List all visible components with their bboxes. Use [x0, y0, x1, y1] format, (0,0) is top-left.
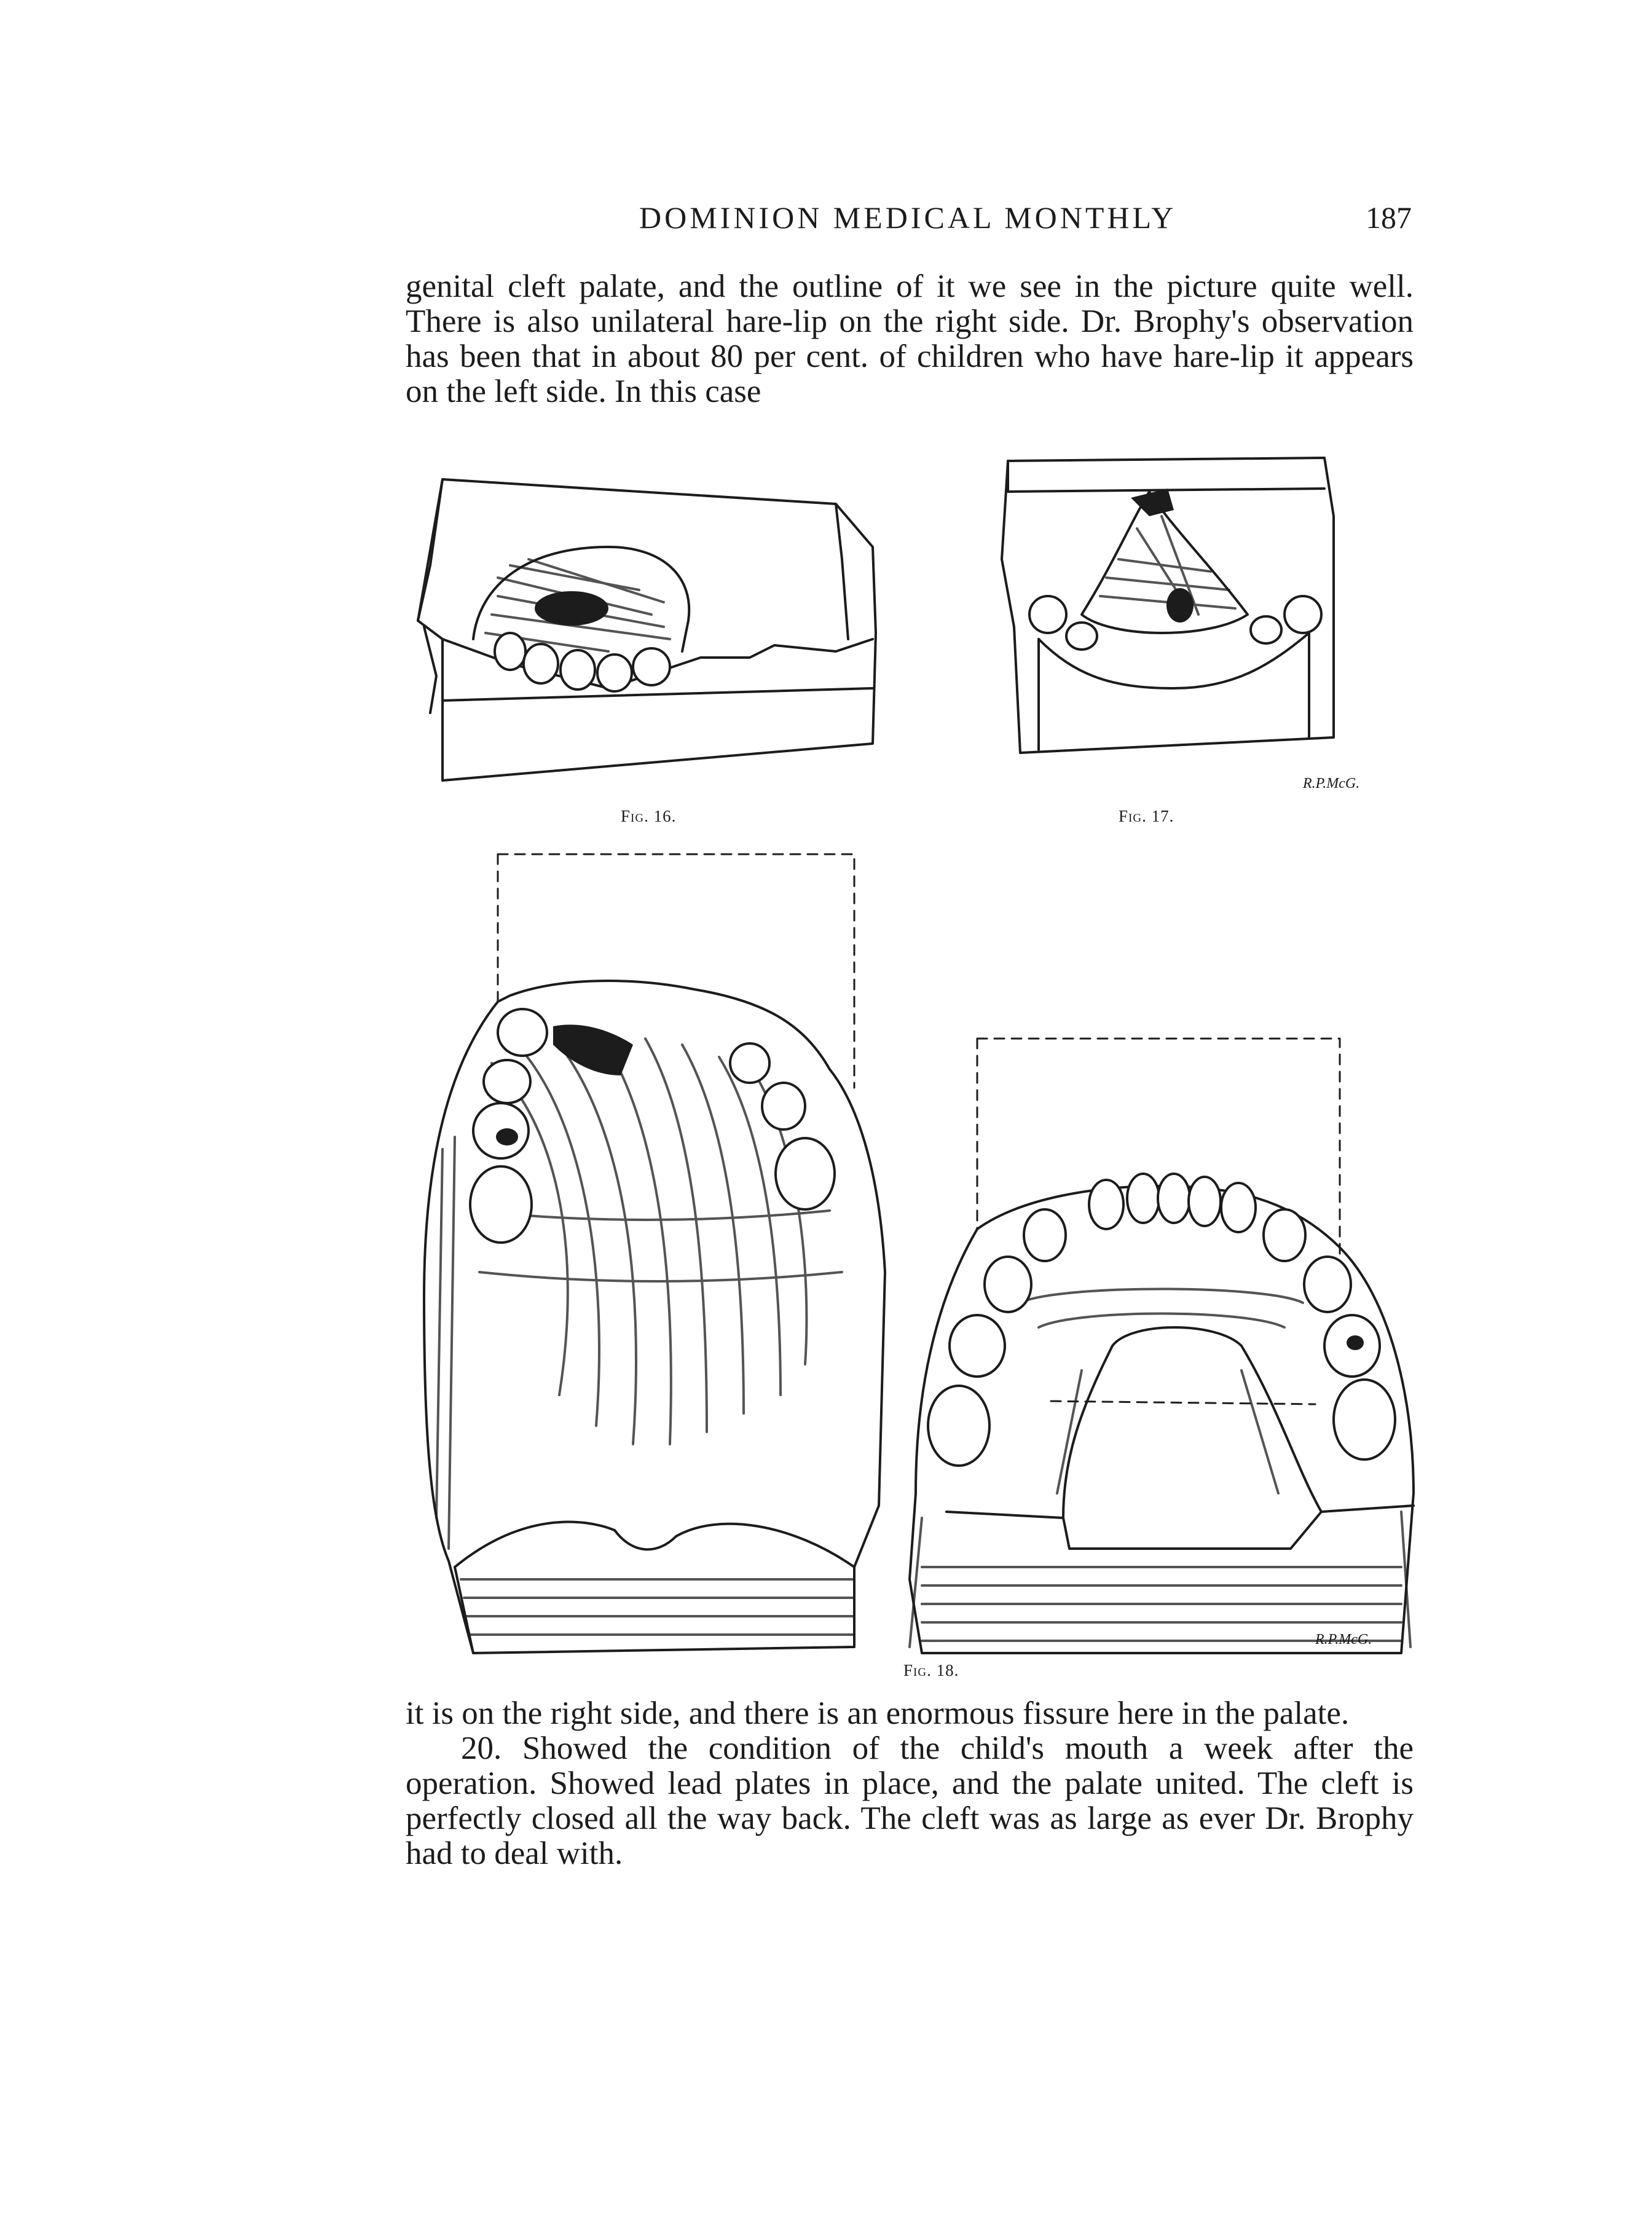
figure-18-caption: Fig. 18.	[903, 1661, 959, 1680]
paragraph: 20. Showed the condition of the child's mouth a week after the operation. Showed lead plates in place, and the palate united. The cleft is perfectly closed all the way back. The cleft was as large as ever Dr. Brophy had to deal with.	[406, 1731, 1414, 1871]
figure-17-illustration	[989, 442, 1346, 787]
page-number: 187	[1366, 200, 1412, 235]
figure-17-caption: Fig. 17.	[1119, 807, 1174, 825]
figure-16-caption: Fig. 16.	[621, 807, 677, 825]
running-title: DOMINION MEDICAL MONTHLY	[639, 200, 1177, 235]
figure-16-illustration	[406, 455, 885, 799]
body-text-top	[406, 269, 1414, 409]
figure-18-right-illustration	[897, 1026, 1426, 1659]
body-text-bottom	[406, 1696, 1414, 1871]
paragraph: it is on the right side, and there is an enormous fissure here in the palate.	[406, 1695, 1350, 1731]
engraver-signature-top: R.P.McG.	[1303, 776, 1360, 792]
figure-18-left-illustration	[399, 842, 891, 1659]
engraver-signature-bottom: R.P.McG.	[1315, 1632, 1372, 1648]
paragraph: genital cleft palate, and the outline of it we see in the picture quite well. There is also unilateral hare-lip on the right side. Dr. Brophy's observation has been that in about 80 per cent. of children who have hare-lip it appears on the left side. In this case	[406, 269, 1414, 409]
